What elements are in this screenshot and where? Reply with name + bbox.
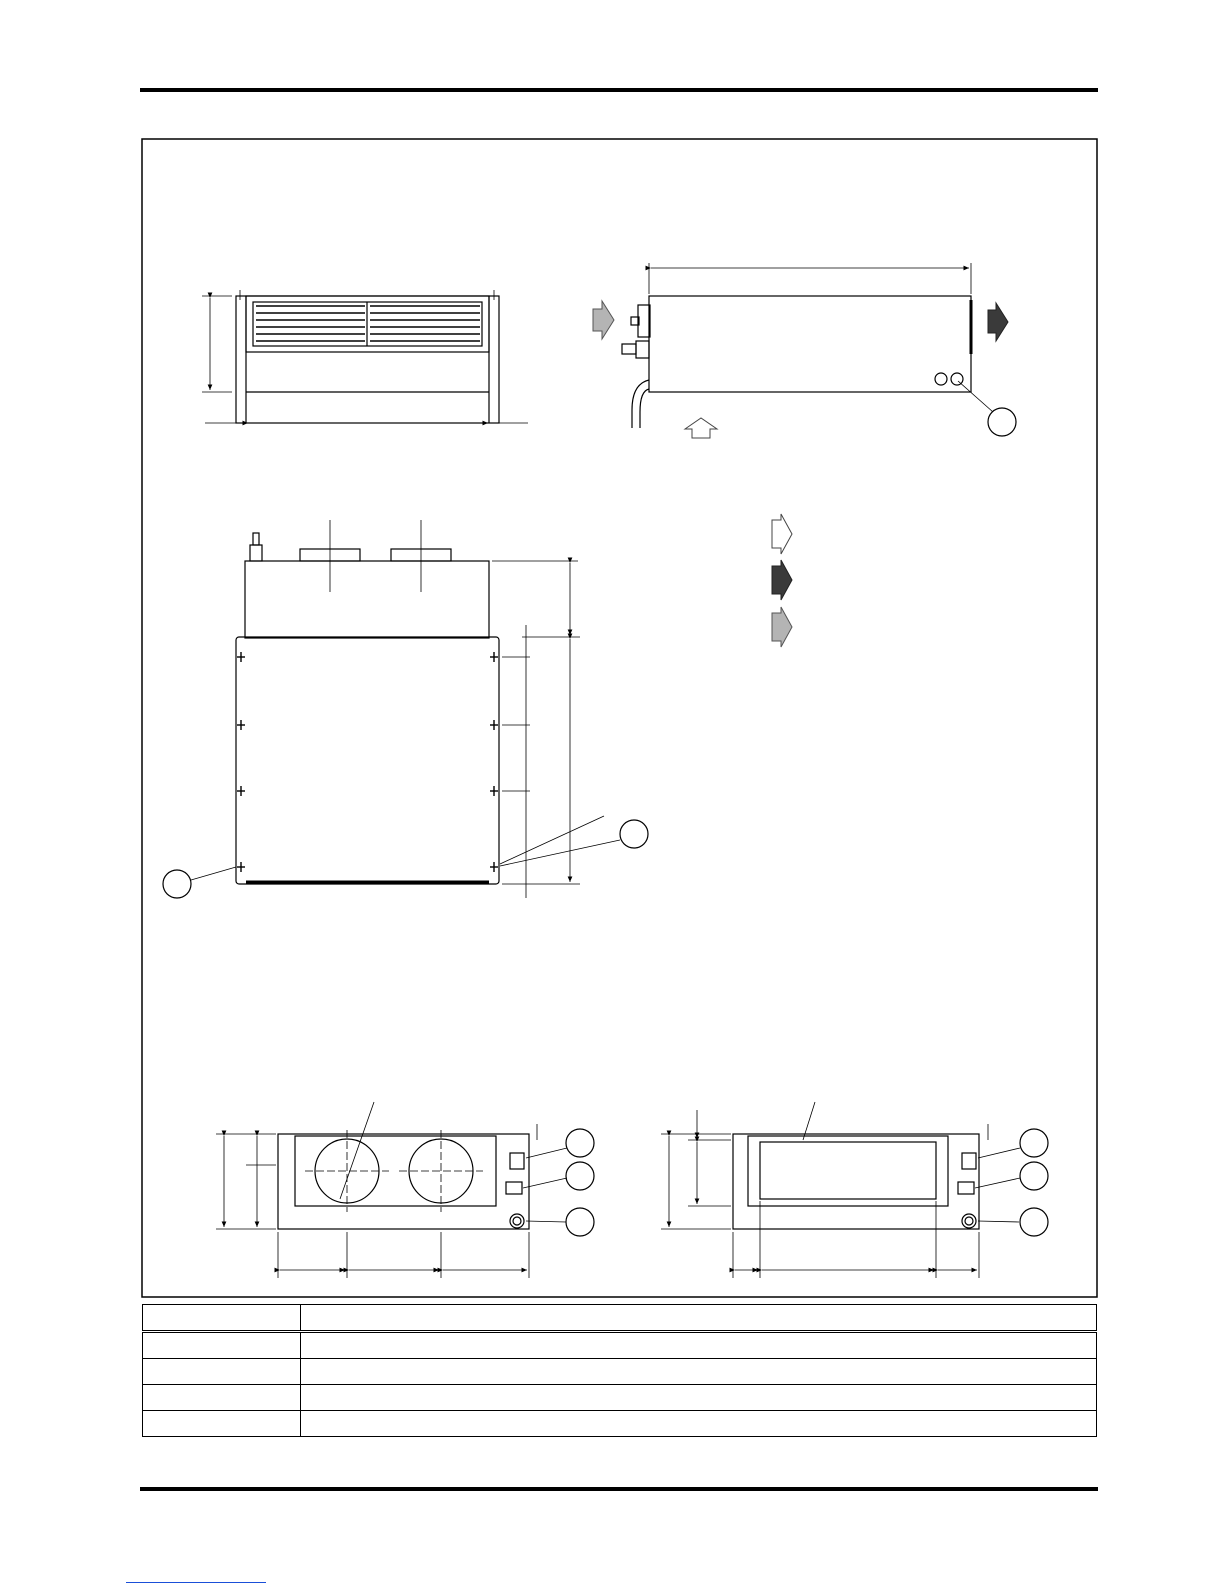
table-cell-description	[301, 1411, 1097, 1437]
rear-view-rectangular-spigot	[661, 1102, 1048, 1278]
rear-view-round-spigots	[216, 1102, 594, 1278]
table-cell-key	[143, 1359, 301, 1385]
table-row	[143, 1411, 1097, 1437]
grey-arrow-icon	[593, 301, 614, 339]
table-cell-description	[301, 1332, 1097, 1359]
drain-port-2	[951, 373, 963, 385]
table-row	[143, 1359, 1097, 1385]
table-cell-key	[143, 1411, 301, 1437]
table-cell-description	[301, 1385, 1097, 1411]
top-view	[163, 520, 648, 898]
side-view	[622, 263, 1016, 436]
callout-circle-left	[163, 870, 191, 898]
table-cell-description	[301, 1359, 1097, 1385]
table-cell-key	[143, 1305, 301, 1332]
front-view	[202, 290, 528, 423]
legend-grey-arrow-icon	[772, 607, 792, 647]
table-cell-key	[143, 1332, 301, 1359]
drain-port-1	[935, 373, 947, 385]
callout-circle	[988, 408, 1016, 436]
table-cell-description	[301, 1305, 1097, 1332]
table-row	[143, 1385, 1097, 1411]
legend-dark-arrow-icon	[772, 560, 792, 600]
legend-white-arrow-icon	[772, 514, 792, 554]
footer-link[interactable]	[126, 1568, 266, 1583]
white-arrow-icon	[685, 418, 717, 438]
callout-circle-right	[620, 820, 648, 848]
table-row	[143, 1305, 1097, 1332]
table-row	[143, 1332, 1097, 1359]
legend-table	[142, 1304, 1097, 1437]
table-cell-key	[143, 1385, 301, 1411]
dark-arrow-icon	[988, 303, 1008, 341]
